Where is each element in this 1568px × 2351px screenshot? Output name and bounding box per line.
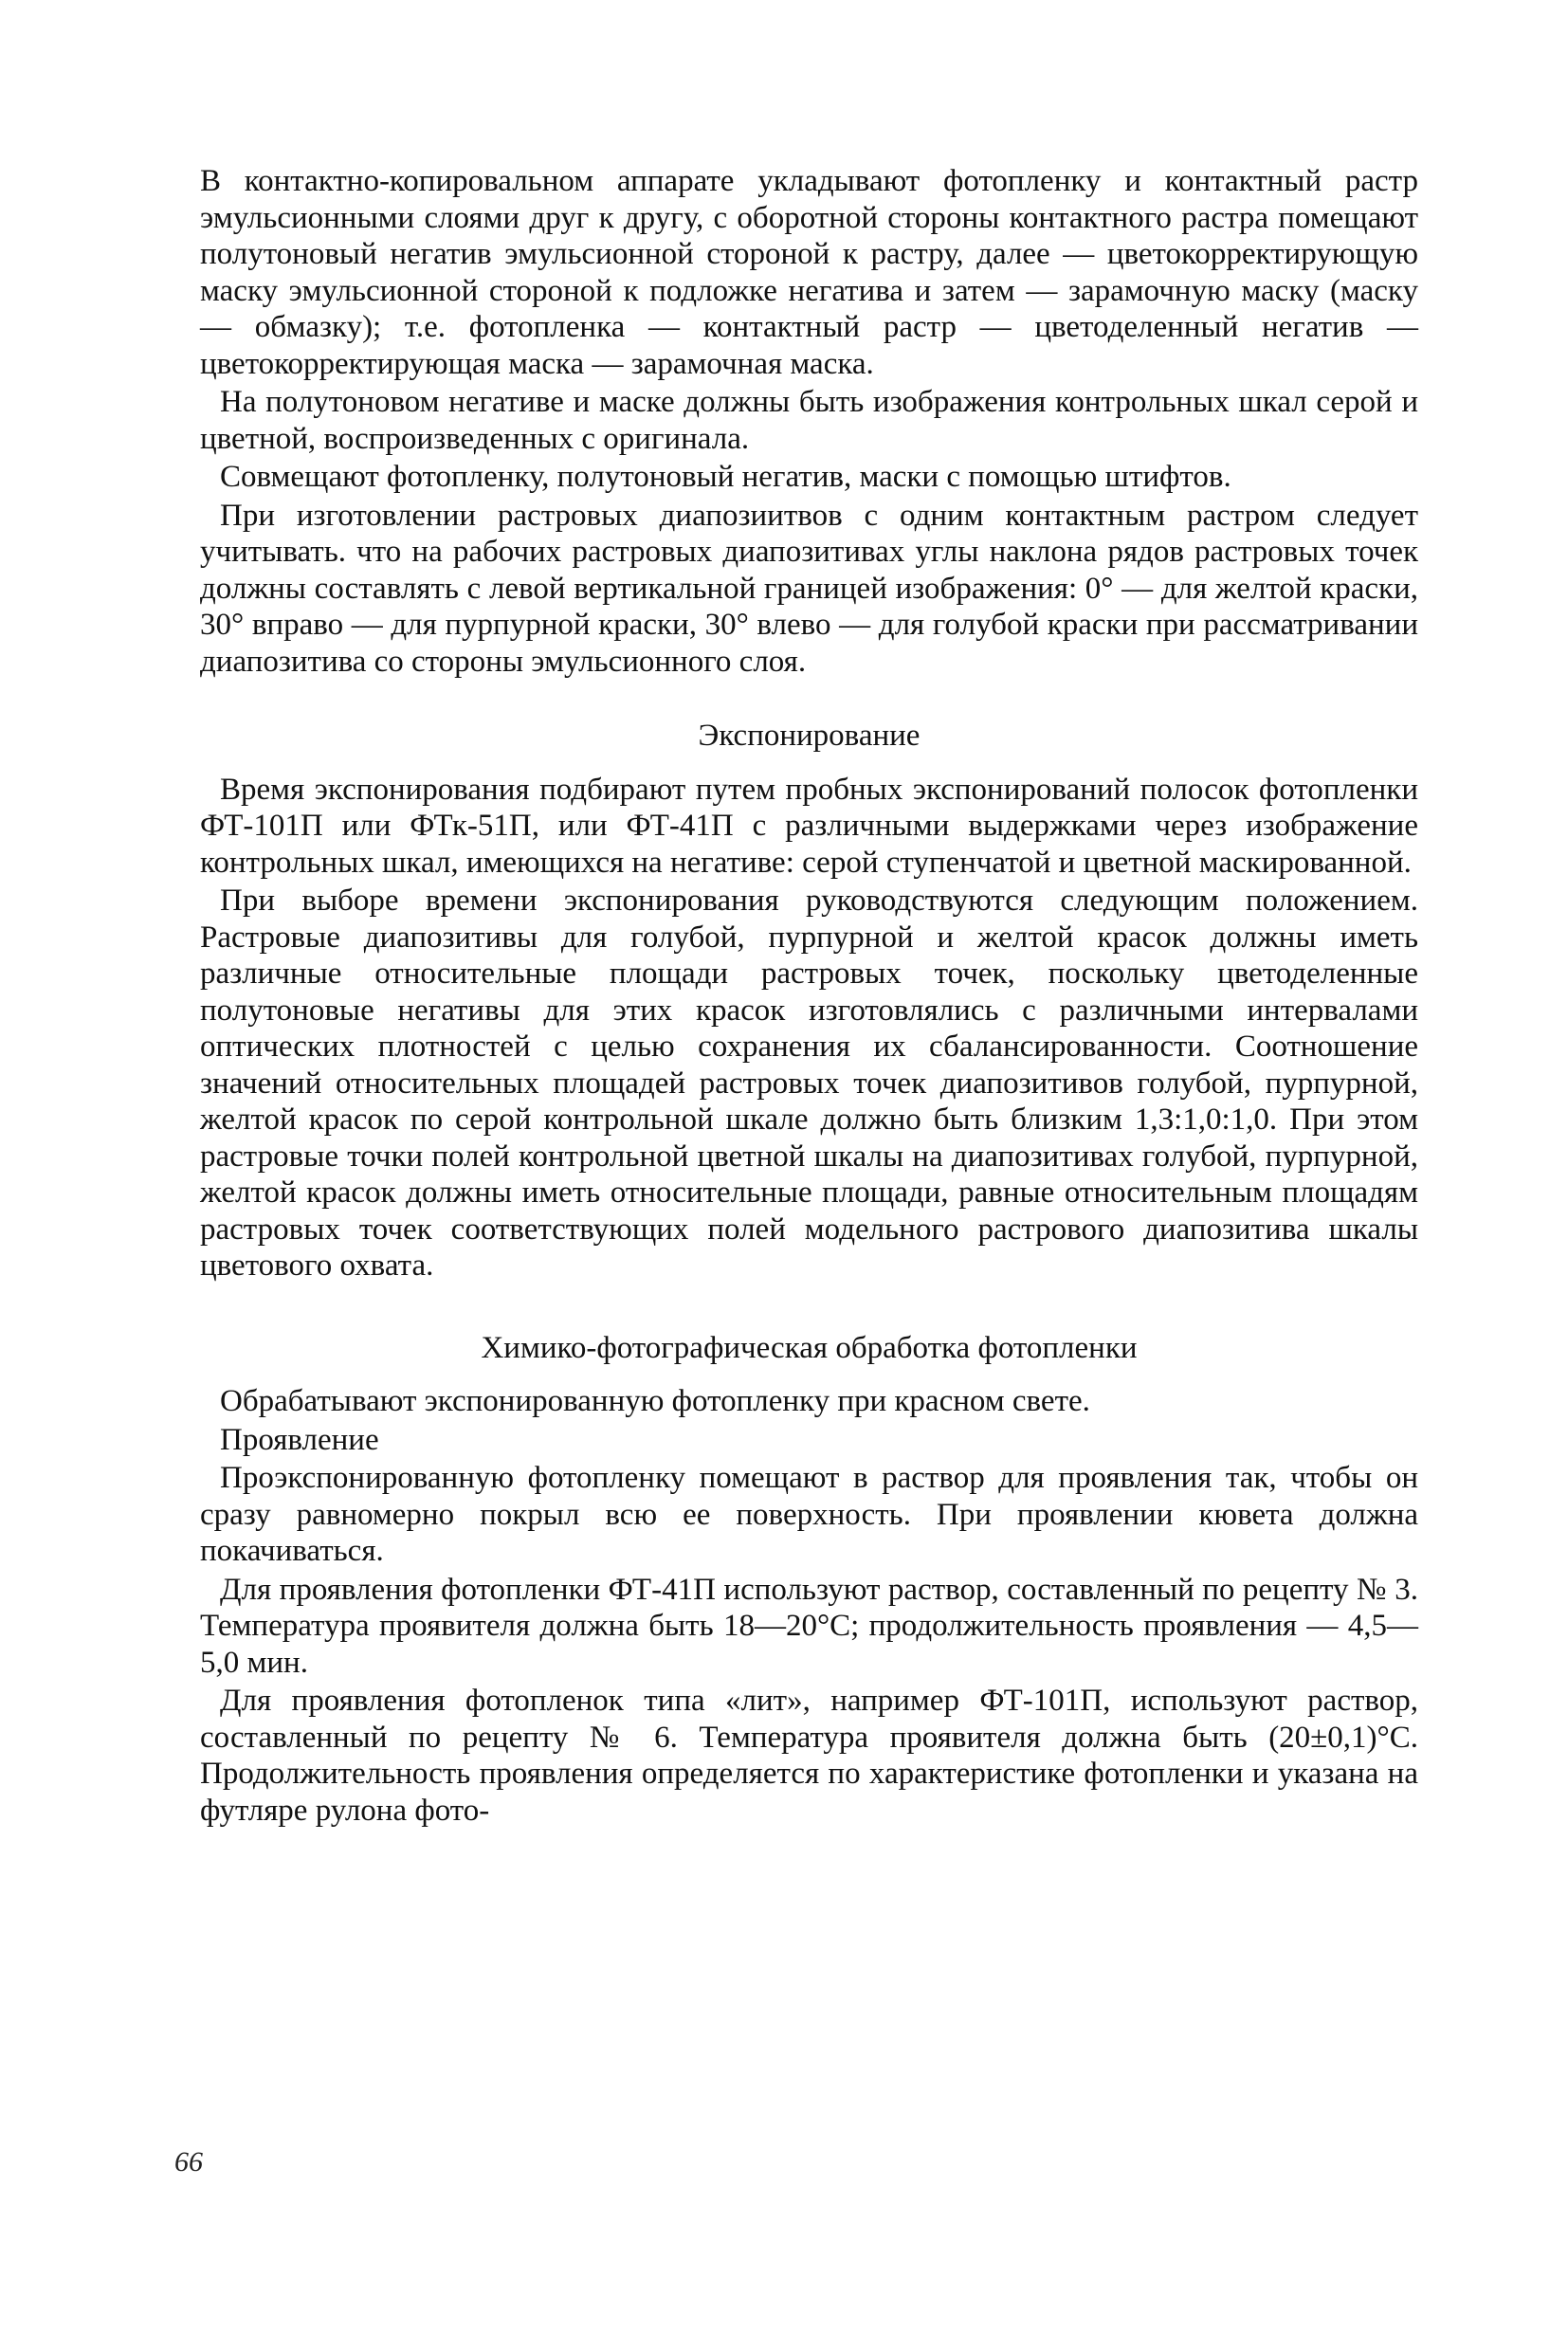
- subheading-development: Проявление: [220, 1422, 379, 1457]
- paragraph-exposure-time: Время экспонирования подбирают путем пробных экспонирований полосок фотопленки ФТ-101П или ФТк-51П, или ФТ-41П с различными выдержками через изображение контрольных шкал, имеющихся на негативе: серой ступенчатой и цветной маскированной.: [200, 772, 1418, 880]
- paragraph-exposure-choice: При выборе времени экспонирования руководствуются следующим положением. Растровые диапозитивы для голубой, пурпурной и желтой красок должны иметь различные относительные площади растровых точек, поскольку цветоделенные полутоновые негативы для этих красок изготовлялись с различными интервалами оптических плотностей с целью сохранения их сбалансированности. Соотношение значений относительных площадей растровых точек диапозитивов голубой, пурпурной, желтой красок по серой контрольной шкале должно быть близким 1,3:1,0:1,0. При этом растровые точки полей контрольной цветной шкалы на диапозитивах голубой, пурпурной, желтой красок должны иметь относительные площади, равные относительным площадям растровых точек соответствующих полей модельного растрового диапозитива шкалы цветового охвата.: [200, 884, 1418, 1283]
- page-body: [200, 163, 1418, 1831]
- paragraph-development-procedure: Проэкспонированную фотопленку помещают в раствор для проявления так, чтобы он сразу равномерно покрыл всю ее поверхность. При проявлении кювета должна покачиваться.: [200, 1461, 1418, 1568]
- paragraph-red-light: Обрабатывают экспонированную фотопленку при красном свете.: [220, 1384, 1090, 1418]
- paragraph-lith-development: Для проявления фотопленок типа «лит», например ФТ-101П, используют раствор, составленный по рецепту № 6. Температура проявителя должна быть (20±0,1)°С. Продолжительность проявления определяется по характеристике фотопленки и указана на футляре рулона фото-: [200, 1684, 1418, 1828]
- paragraph-contact-copy: В контактно-копировальном аппарате укладывают фотопленку и контактный растр эмульсионными слоями друг к другу, с оборотной стороны контактного растра помещают полутоновый негатив эмульсионной стороной к растру, далее — цветокорректирующую маску эмульсионной стороной к подложке негатива и затем — зарамочную маску (маску — обмазку); т.е. фотопленка — контактный растр — цветоделенный негатив — цветокорректирующая маска — зарамочная маска.: [200, 164, 1418, 381]
- paragraph-pin-registration: Совмещают фотопленку, полутоновый негатив, маски с помощью штифтов.: [220, 460, 1231, 494]
- heading-chemical-processing: Химико-фотографическая обработка фотопленки: [481, 1330, 1138, 1365]
- paragraph-ft41-development: Для проявления фотопленки ФТ-41П используют раствор, составленный по рецепту № 3. Температура проявителя должна быть 18—20°С; продолжительность проявления — 4,5—5,0 мин.: [200, 1572, 1418, 1680]
- paragraph-screen-angles: При изготовлении растровых диапозиитвов с одним контактным растром следует учитывать. что на рабочих растровых диапозитивах углы наклона рядов растровых точек должны составлять с левой вертикальной границей изображения: 0° — для желтой краски, 30° вправо — для пурпурной краски, 30° влево — для голубой краски при рассматривании диапозитива со стороны эмульсионного слоя.: [200, 498, 1418, 679]
- paragraph-control-scales: На полутоновом негативе и маске должны быть изображения контрольных шкал серой и цветной, воспроизведенных с оригинала.: [200, 385, 1418, 456]
- page-number: 66: [174, 2146, 203, 2178]
- heading-exposure: Экспонирование: [698, 719, 921, 753]
